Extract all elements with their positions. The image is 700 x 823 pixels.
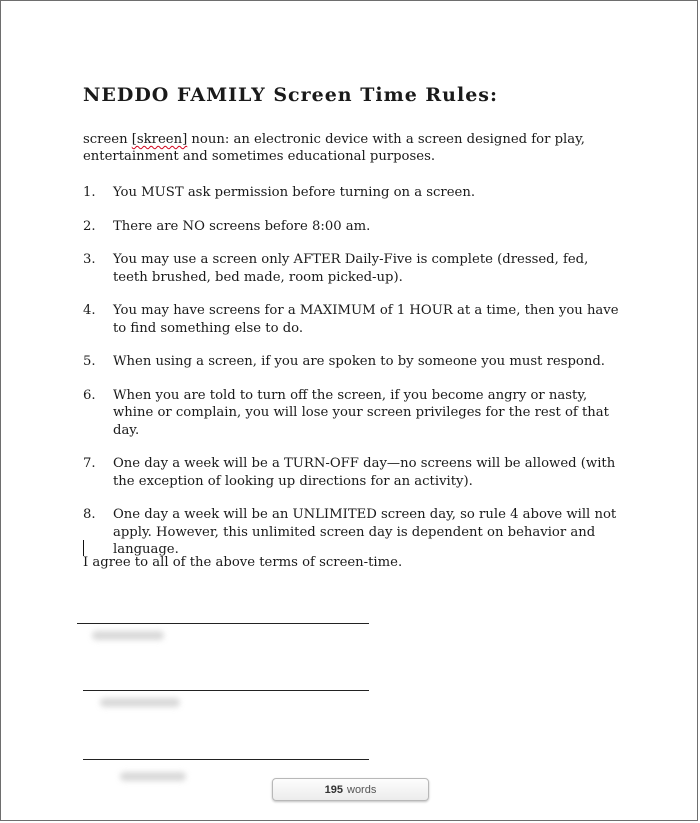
rule-text: One day a week will be a TURN-OFF day—no screens will be allowed (with the exception of looking up directions for an activity).	[113, 456, 616, 489]
text-cursor	[83, 540, 84, 556]
rule-number: 1.	[83, 185, 96, 200]
rule-text: There are NO screens before 8:00 am.	[113, 218, 371, 234]
rule-item	[83, 387, 623, 440]
rule-item	[83, 184, 623, 202]
rule-text: You MUST ask permission before turning on a screen.	[113, 185, 476, 200]
rule-item	[83, 302, 623, 337]
signature-line	[83, 690, 369, 691]
agreement-text: I agree to all of the above terms of screen-time.	[83, 555, 403, 570]
rule-number: 8.	[83, 507, 96, 522]
pronunciation-misspelled[interactable]: [skreen]	[131, 132, 188, 147]
signature-line	[83, 759, 369, 760]
rule-text: One day a week will be an UNLIMITED screen day, so rule 4 above will not apply. However, this unlimited screen day is dependent on behavior and language.	[113, 507, 617, 557]
rule-number: 2.	[83, 218, 96, 234]
rule-number: 4.	[83, 303, 96, 318]
word-count-button[interactable]	[272, 778, 429, 801]
blurred-signature-name	[120, 772, 186, 781]
rule-text: When using a screen, if you are spoken to by someone you must respond.	[113, 354, 605, 369]
signature-line	[77, 623, 369, 624]
rule-item	[83, 506, 623, 559]
rule-text: You may have screens for a MAXIMUM of 1 HOUR at a time, then you have to find something else to do.	[113, 303, 619, 336]
definition-text: noun: an electronic device with a screen designed for play, entertainment and sometimes educational purposes.	[83, 132, 585, 164]
word-count-label: words	[347, 783, 377, 796]
rule-item	[83, 218, 623, 236]
rule-text: You may use a screen only AFTER Daily-Five is complete (dressed, fed, teeth brushed, bed made, room picked-up).	[113, 252, 589, 285]
word-count-value: 195	[324, 783, 343, 796]
document-body[interactable]	[83, 84, 623, 575]
rule-number: 7.	[83, 456, 96, 471]
rule-number: 3.	[83, 252, 96, 267]
document-title: NEDDO FAMILY Screen Time Rules:	[83, 84, 499, 106]
rule-item	[83, 455, 623, 490]
rule-item	[83, 251, 623, 286]
rules-list	[83, 184, 623, 559]
rule-number: 5.	[83, 354, 96, 369]
definition-term: screen	[83, 132, 128, 147]
blurred-signature-name	[100, 698, 180, 707]
rule-text: When you are told to turn off the screen, if you become angry or nasty, whine or complain, you will lose your screen privileges for the rest of that day.	[113, 387, 609, 438]
definition	[83, 132, 623, 165]
rule-item	[83, 353, 623, 371]
rule-number: 6.	[83, 387, 96, 403]
blurred-signature-name	[92, 631, 164, 640]
